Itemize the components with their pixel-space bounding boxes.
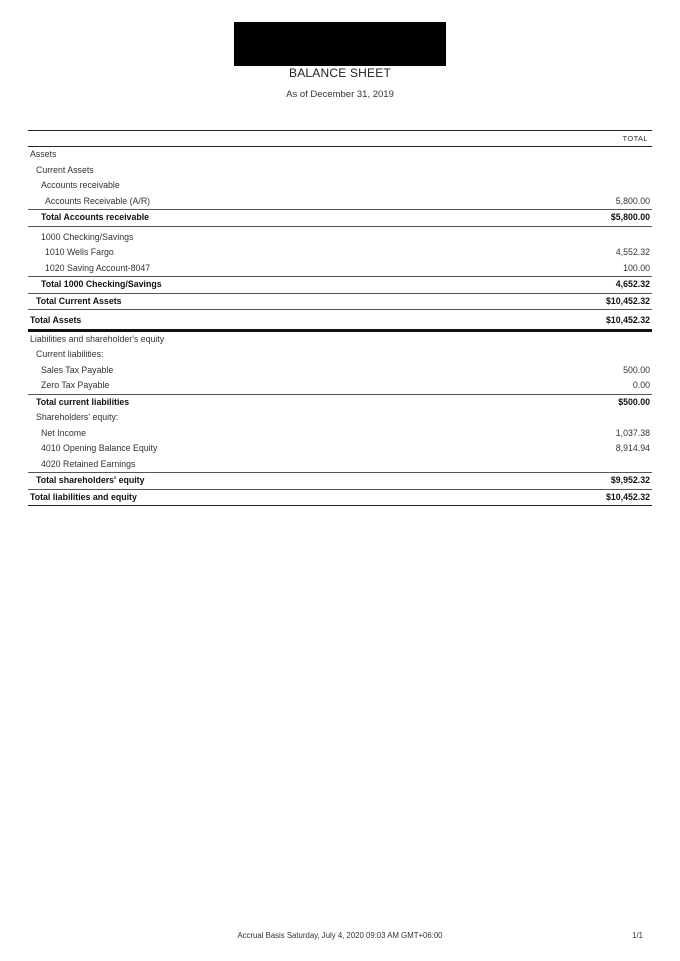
total-assets [28,313,652,332]
total-checking-savings [28,277,652,294]
group-current-assets [28,163,652,179]
row-label: Total Assets [30,315,82,325]
row-label: Total Current Assets [36,295,122,306]
row-amount: $10,452.32 [605,491,650,502]
report-footer: Accrual Basis Saturday, July 4, 2020 09:03 AM GMT+06:00 [237,931,443,940]
row-saving-account [28,261,652,278]
row-amount: 5,800.00 [615,195,650,206]
report-date: As of December 31, 2019 [286,89,394,100]
row-amount: $10,452.32 [605,295,650,306]
row-amount: 500.00 [623,364,650,375]
column-header-row [28,130,652,147]
row-sales-tax-payable [28,363,652,379]
row-amount: $9,952.32 [610,475,650,485]
group-shareholders-equity [28,410,652,426]
balance-sheet-table [28,130,652,506]
total-current-assets [28,294,652,311]
row-amount: 4,552.32 [615,247,650,257]
row-zero-tax-payable [28,378,652,395]
row-amount: $500.00 [618,396,650,407]
redacted-company-name [234,22,446,66]
row-label: Net Income [41,427,86,438]
row-label: 1020 Saving Account-8047 [45,262,151,273]
group-accounts-receivable [28,178,652,194]
row-label: 4010 Opening Balance Equity [41,443,158,453]
row-label: Accounts receivable [41,180,120,190]
row-label: Current Assets [36,164,94,175]
total-accounts-receivable [28,210,652,227]
row-label: Zero Tax Payable [41,380,110,390]
row-label: 4020 Retained Earnings [41,458,136,469]
row-label: Total liabilities and equity [30,491,137,502]
row-retained-earnings [28,457,652,474]
row-label: Shareholders' equity: [36,412,119,422]
report-title: BALANCE SHEET [289,66,391,80]
row-amount: 1,037.38 [615,427,650,438]
total-current-liabilities [28,395,652,411]
row-amount: $10,452.32 [605,315,650,325]
row-label: Total current liabilities [36,396,130,407]
row-amount: $5,800.00 [610,212,650,222]
row-amount: 4,652.32 [615,279,650,289]
row-label: 1000 Checking/Savings [41,231,134,242]
group-checking-savings [28,230,652,246]
row-label: Accounts Receivable (A/R) [45,195,151,206]
row-amount: 100.00 [623,262,650,273]
row-label: Current liabilities: [36,349,104,359]
row-label: Total Accounts receivable [41,212,150,222]
row-label: Liabilities and shareholder's equity [30,333,165,344]
row-label: 1010 Wells Fargo [45,247,114,257]
row-amount: 0.00 [632,380,650,390]
total-liabilities-equity [28,490,652,507]
section-liabilities-equity [28,332,652,348]
row-label: Assets [30,149,57,159]
row-label: Sales Tax Payable [41,364,114,375]
row-net-income [28,426,652,442]
row-label: Total 1000 Checking/Savings [41,279,162,289]
total-shareholders-equity [28,473,652,490]
section-assets [28,147,652,163]
column-header-total: TOTAL [622,134,648,143]
row-accounts-receivable [28,194,652,211]
row-wells-fargo [28,245,652,261]
page-number: 1/1 [632,931,643,940]
row-amount: 8,914.94 [615,443,650,453]
row-label: Total shareholders' equity [36,475,145,485]
group-current-liabilities [28,347,652,363]
row-opening-balance-equity [28,441,652,457]
